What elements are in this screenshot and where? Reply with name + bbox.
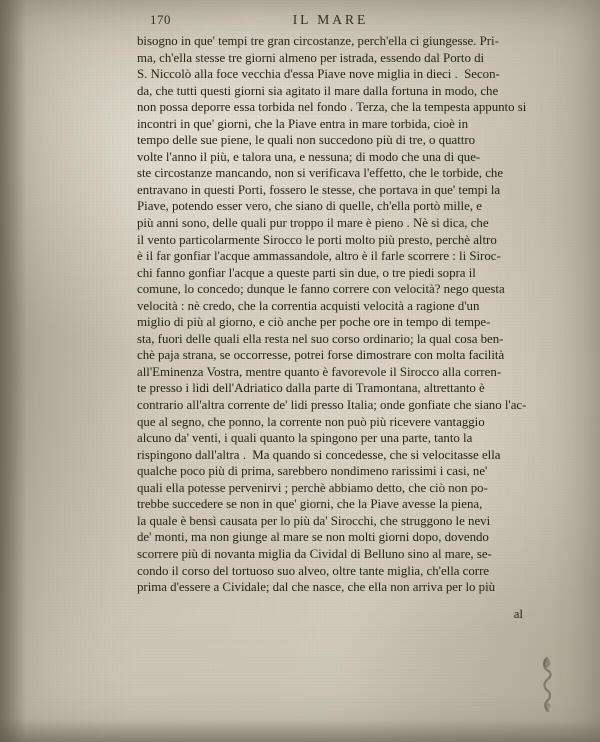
text-line: contrario all'altra corrente de' lidi presso Italia; onde gonfiate che siano l'ac- (137, 398, 527, 413)
text-line: miglio di più al giorno, e ciò anche per poche ore in tempo di tempe- (137, 315, 491, 330)
text-line: ma, ch'ella stesse tre giorni almeno per istrada, essendo dal Porto di (137, 50, 485, 65)
text-line: da, che tutti questi giorni sia agitato il mare dalla fortuna in modo, che (137, 83, 499, 98)
text-line: non possa deporre essa torbida nel fondo . Terza, che la tempesta appunto si (137, 100, 527, 115)
text-line: sta, fuori delle quali ella resta nel suo corso ordinario; la qual cosa ben- (137, 331, 504, 346)
text-line: tempo delle sue piene, le quali non succedono più di tre, o quattro (137, 133, 476, 148)
text-line: velocità : nè credo, che la correntia acquisti velocità a ragione d'un (137, 298, 480, 313)
text-line: prima d'essere a Cividale; dal che nasce, che ella non arriva per lo più (137, 580, 496, 595)
text-line: S. Niccolò alla foce vecchia d'essa Piave nove miglia in dieci . Secon- (137, 67, 500, 82)
text-line: rispingono dall'altra . Ma quando si concedesse, che si velocitasse ella (137, 447, 501, 462)
text-line: quali ella potesse pervenirvi ; perchè abbiamo detto, che ciò non po- (137, 480, 488, 495)
text-line: è il far gonfiar l'acque ammassandole, altro è il farle scorrere : li Siroc- (137, 249, 501, 264)
text-line: il vento particolarmente Sirocco le porti molto più presto, perchè altro (137, 232, 497, 247)
text-line: alcuno da' venti, i quali quanto la spingono per una parte, tanto la (137, 431, 473, 446)
text-line: te presso i lidi dell'Adriatico dalla parte di Tramontana, altrettanto è (137, 381, 485, 396)
text-line: Piave, potendo esser vero, che siano di quelle, ch'ella portò mille, e (137, 199, 482, 214)
running-title: IL MARE (292, 12, 369, 27)
text-line: bisogno in que' tempi tre gran circostanze, perch'ella ci giungesse. Pri- (137, 34, 499, 48)
text-line: scorrere più di novanta miglia da Cividal di Belluno sino al mare, se- (137, 546, 492, 561)
text-line: ste circostanze mancando, non si verificava l'effetto, che le torbide, che (137, 166, 504, 181)
text-line: condo il corso del tortuoso suo alveo, oltre tante miglia, ch'ella corre (137, 563, 490, 578)
text-line: incontri in que' giorni, che la Piave entra in mare torbida, cioè in (137, 116, 468, 131)
text-line: comune, lo concedo; dunque le fanno correre con velocità? nego questa (137, 282, 505, 297)
text-line: chè paja strana, se occorresse, potrei forse dimostrare con molta facilità (137, 348, 505, 363)
text-line: più anni sono, delle quali pur troppo il mare è pieno . Nè si dica, che (137, 216, 489, 231)
text-line: qualche poco più di prima, sarebbero nondimeno rarissimi i casi, ne' (137, 464, 488, 479)
text-line: trebbe succedere se non in que' giorni, che la Piave avesse la piena, (137, 497, 483, 512)
text-line: de' monti, ma non giunge al mare se non molti giorni dopo, dovendo (137, 530, 489, 545)
text-line: entravano in questi Porti, fossero le stesse, che portava in que' tempi la (137, 182, 501, 197)
catchword: al (513, 606, 523, 621)
text-line: all'Eminenza Vostra, mentre quanto è favorevole il Sirocco alla corren- (137, 364, 502, 379)
page-header (150, 12, 530, 28)
body-text (137, 33, 547, 622)
text-line: que al segno, che ponno, la corrente non può più ricevere vantaggio (137, 414, 485, 429)
folio-number: 170 (150, 12, 171, 27)
text-line: la quale è bensì causata per lo più da' Sirocchi, che struggono le nevi (137, 513, 491, 528)
text-line: volte l'anno il più, e talora una, e nessuna; di modo che una di que- (137, 149, 481, 164)
text-line: chi fanno gonfiar l'acque a queste parti sin due, o tre piedi sopra il (137, 265, 476, 280)
paragraph (137, 33, 547, 596)
